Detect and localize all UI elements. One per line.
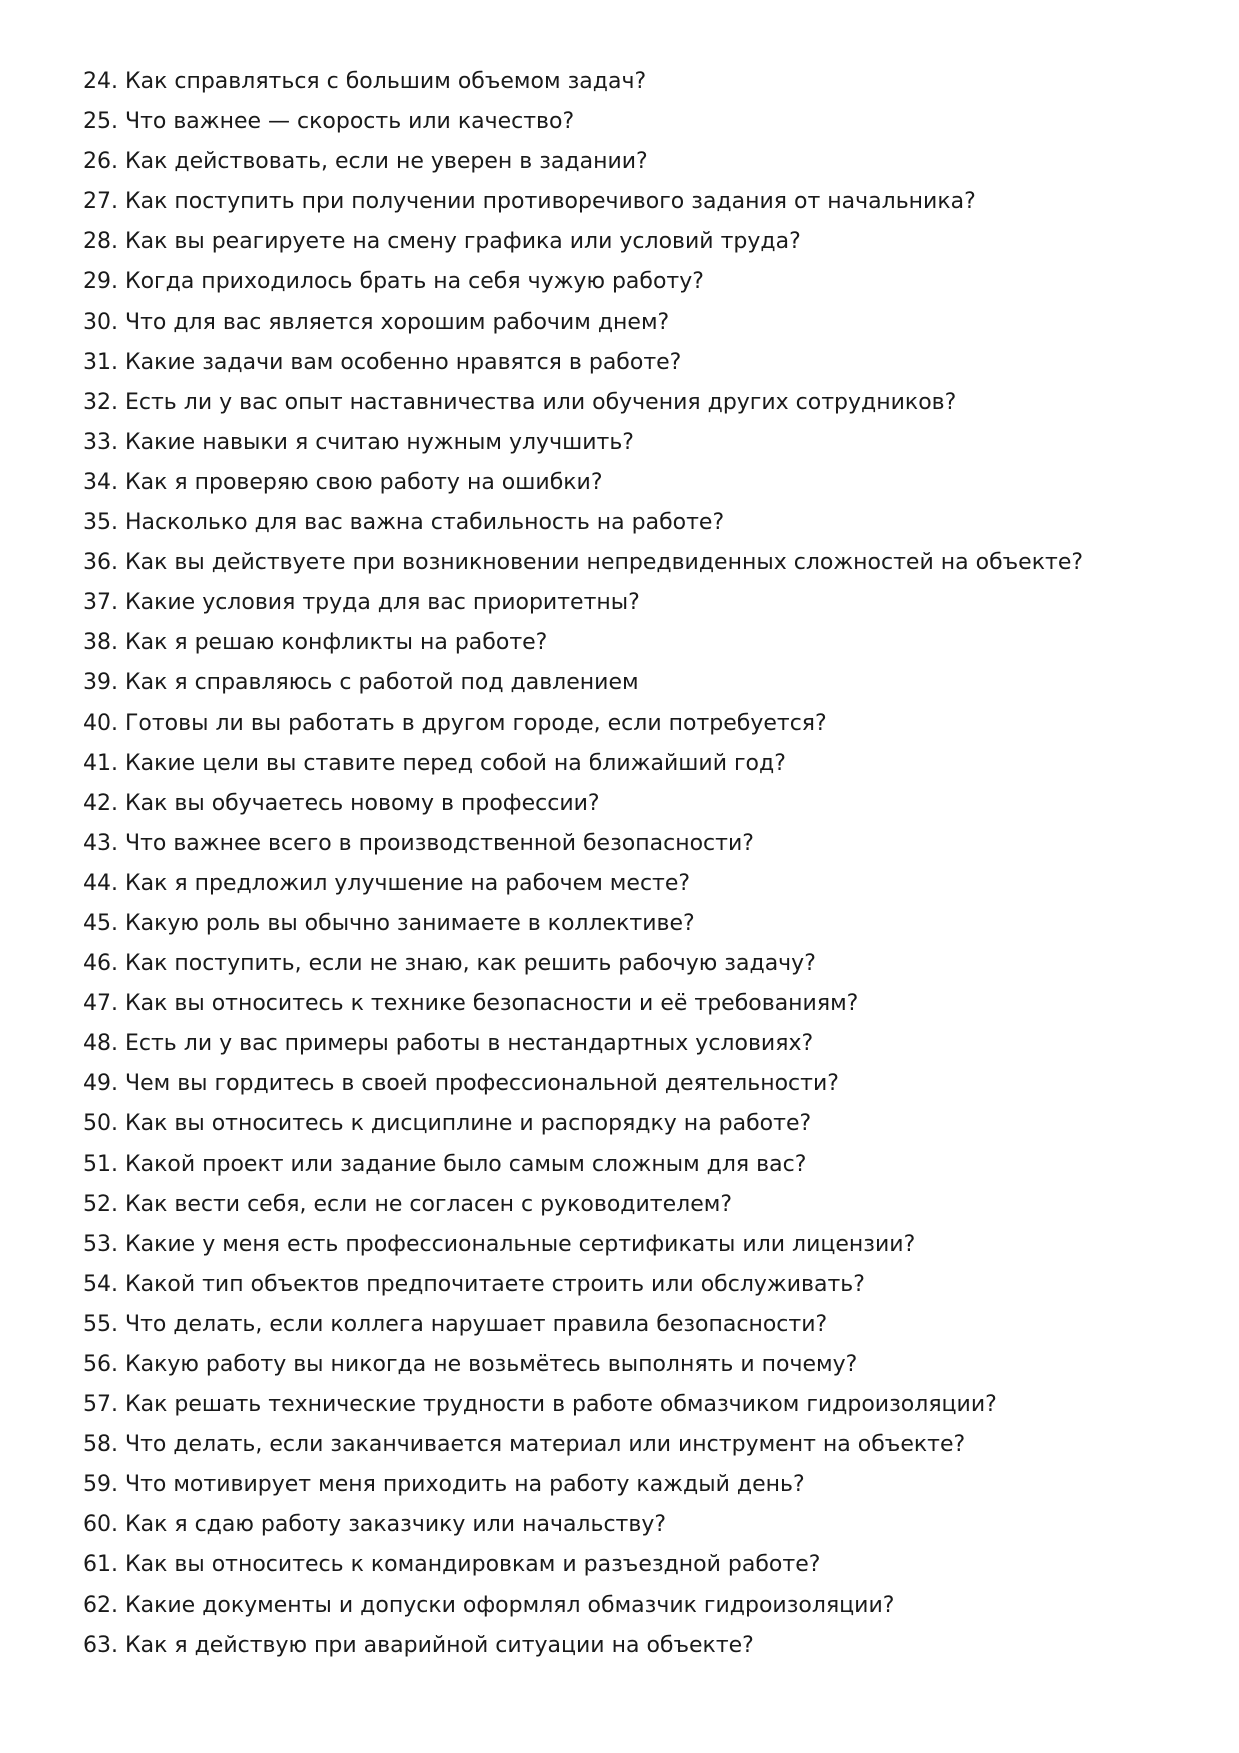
question-item: 42. Как вы обучаетесь новому в профессии? [83,790,600,816]
question-item: 32. Есть ли у вас опыт наставничества или обучения других сотрудников? [83,389,957,415]
question-item: 39. Как я справляюсь с работой под давлением [83,670,639,696]
question-item: 54. Какой тип объектов предпочитаете строить или обслуживать? [83,1271,865,1297]
question-item: 29. Когда приходилось брать на себя чужую работу? [83,269,704,295]
question-item: 33. Какие навыки я считаю нужным улучшить? [83,429,634,455]
question-item: 55. Что делать, если коллега нарушает правила безопасности? [83,1311,828,1337]
question-item: 43. Что важнее всего в производственной безопасности? [83,830,754,856]
question-item: 46. Как поступить, если не знаю, как решить рабочую задачу? [83,951,816,977]
question-item: 62. Какие документы и допуски оформлял обмазчик гидроизоляции? [83,1592,895,1618]
question-item: 52. Как вести себя, если не согласен с руководителем? [83,1191,733,1217]
question-item: 60. Как я сдаю работу заказчику или начальству? [83,1512,667,1538]
question-item: 53. Какие у меня есть профессиональные сертификаты или лицензии? [83,1231,916,1257]
question-item: 44. Как я предложил улучшение на рабочем месте? [83,870,691,896]
question-item: 50. Как вы относитесь к дисциплине и распорядку на работе? [83,1111,812,1137]
question-item: 57. Как решать технические трудности в работе обмазчиком гидроизоляции? [83,1392,997,1418]
question-item: 35. Насколько для вас важна стабильность на работе? [83,510,725,536]
question-item: 45. Какую роль вы обычно занимаете в коллективе? [83,910,695,936]
question-item: 59. Что мотивирует меня приходить на работу каждый день? [83,1472,805,1498]
question-item: 37. Какие условия труда для вас приоритетны? [83,590,640,616]
question-item: 48. Есть ли у вас примеры работы в нестандартных условиях? [83,1031,814,1057]
question-item: 38. Как я решаю конфликты на работе? [83,630,548,656]
question-item: 56. Какую работу вы никогда не возьмётесь выполнять и почему? [83,1352,858,1377]
question-item: 63. Как я действую при аварийной ситуации на объекте? [83,1632,754,1658]
question-item: 26. Как действовать, если не уверен в задании? [83,149,648,175]
question-item: 41. Какие цели вы ставите перед собой на ближайший год? [83,750,786,776]
question-item: 31. Какие задачи вам особенно нравятся в работе? [83,349,682,375]
question-item: 51. Какой проект или задание было самым сложным для вас? [83,1151,807,1177]
question-item: 25. Что важнее — скорость или качество? [83,109,575,135]
question-item: 36. Как вы действуете при возникновении непредвиденных сложностей на объекте? [83,550,1084,576]
question-item: 61. Как вы относитесь к командировкам и разъездной работе? [83,1552,821,1578]
question-item: 24. Как справляться с большим объемом задач? [83,69,647,94]
question-item: 30. Что для вас является хорошим рабочим днем? [83,309,670,335]
question-item: 58. Что делать, если заканчивается материал или инструмент на объекте? [83,1432,966,1458]
question-item: 40. Готовы ли вы работать в другом городе, если потребуется? [83,710,827,736]
question-item: 47. Как вы относитесь к технике безопасности и её требованиям? [83,991,859,1017]
question-item: 27. Как поступить при получении противоречивого задания от начальника? [83,189,976,215]
question-item: 34. Как я проверяю свою работу на ошибки? [83,469,603,495]
question-item: 49. Чем вы гордитесь в своей профессиональной деятельности? [83,1071,839,1097]
question-list [83,62,1083,1666]
question-item: 28. Как вы реагируете на смену графика или условий труда? [83,229,801,255]
